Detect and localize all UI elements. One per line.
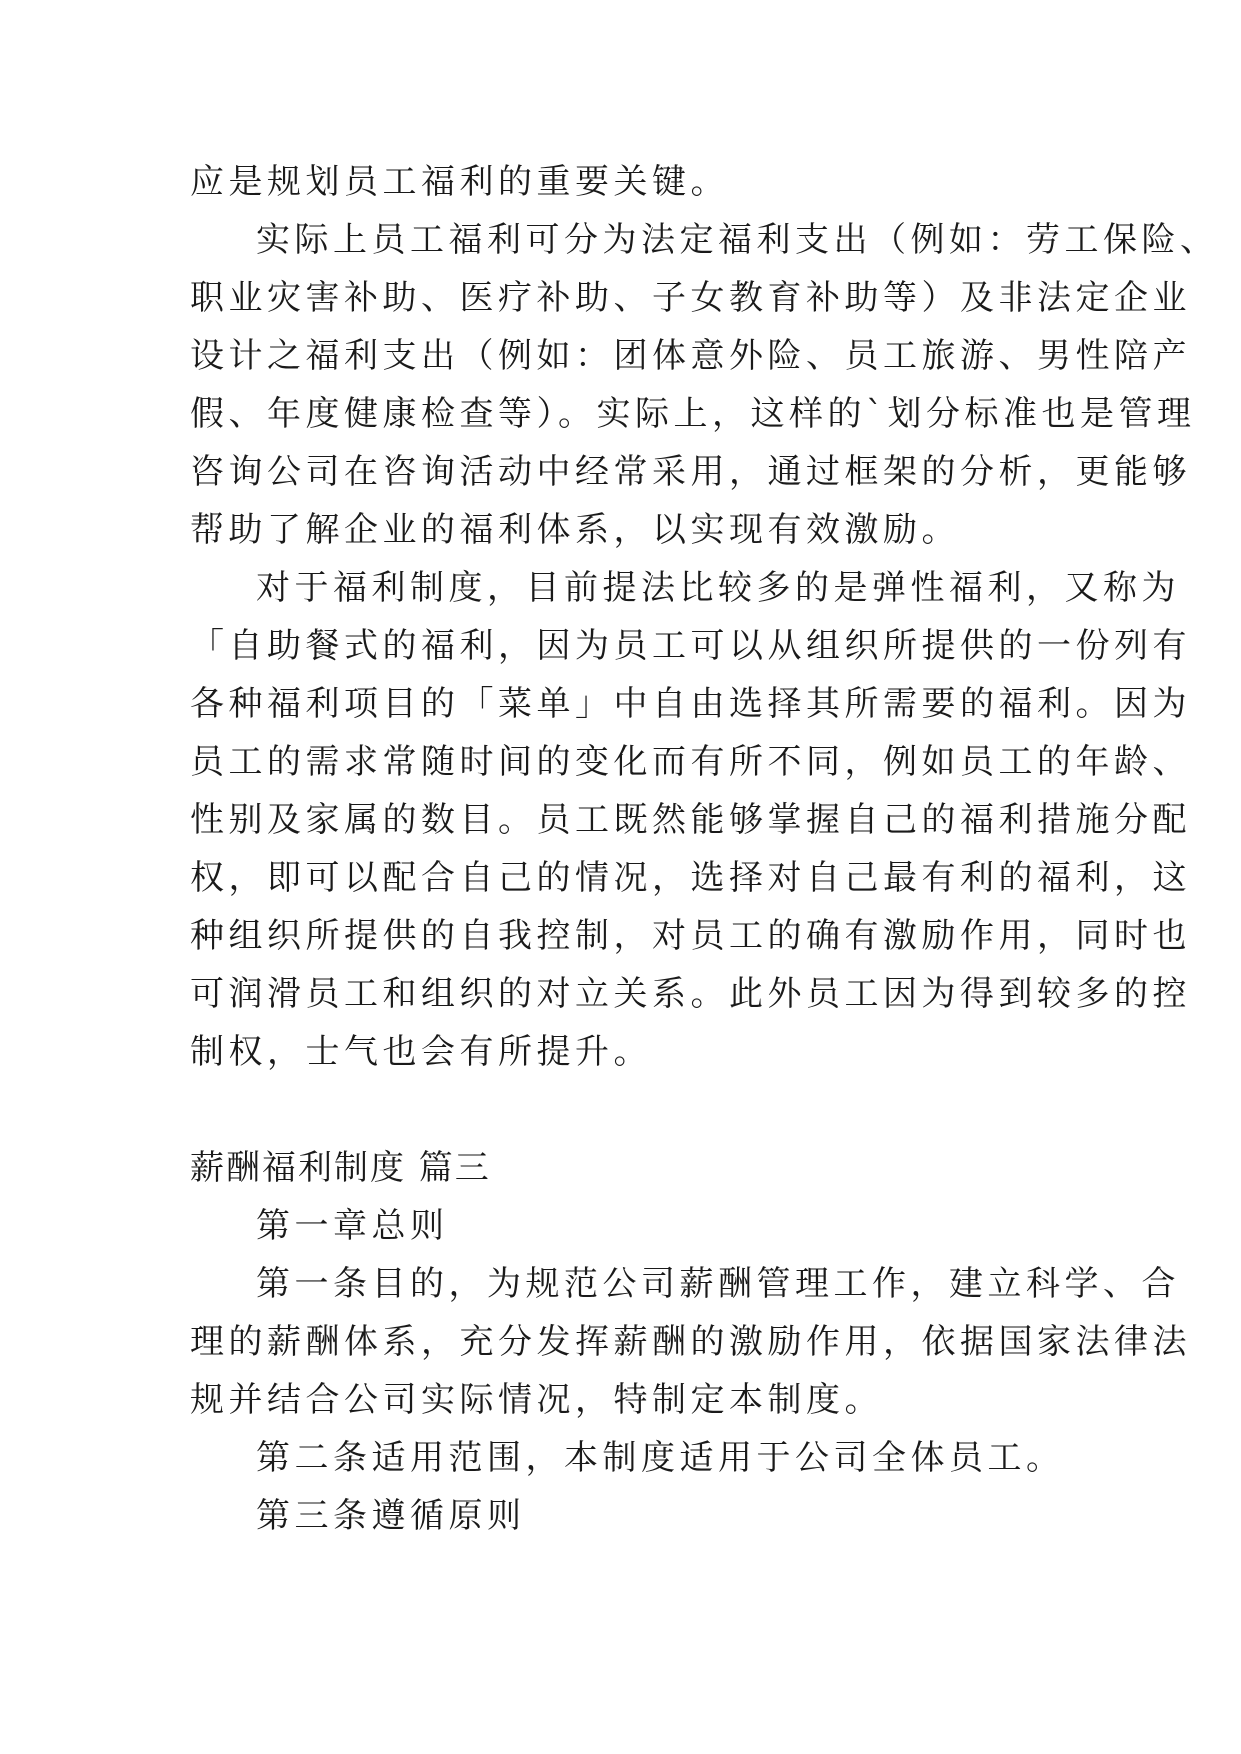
paragraph-line: 规并结合公司实际情况，特制定本制度。 xyxy=(190,1380,883,1420)
paragraph-line: 咨询公司在咨询活动中经常采用，通过框架的分析，更能够 xyxy=(190,452,1191,492)
paragraph-line: 性别及家属的数目。员工既然能够掌握自己的福利措施分配 xyxy=(190,800,1191,840)
paragraph-line: 第三条遵循原则 xyxy=(256,1496,526,1536)
section-heading: 薪酬福利制度 篇三 xyxy=(190,1148,491,1188)
paragraph-line: 实际上员工福利可分为法定福利支出（例如：劳工保险、 xyxy=(256,220,1219,260)
chapter-title: 第一章总则 xyxy=(256,1206,449,1246)
paragraph-line: 第二条适用范围，本制度适用于公司全体员工。 xyxy=(256,1438,1065,1478)
paragraph-line: 种组织所提供的自我控制，对员工的确有激励作用，同时也 xyxy=(190,916,1191,956)
paragraph-line: 设计之福利支出（例如：团体意外险、员工旅游、男性陪产 xyxy=(190,336,1191,376)
paragraph-line: 应是规划员工福利的重要关键。 xyxy=(190,162,729,202)
paragraph-line: 理的薪酬体系，充分发挥薪酬的激励作用，依据国家法律法 xyxy=(190,1322,1191,1362)
paragraph-line: 「自助餐式的福利，因为员工可以从组织所提供的一份列有 xyxy=(190,626,1191,666)
paragraph-line: 帮助了解企业的福利体系，以实现有效激励。 xyxy=(190,510,960,550)
paragraph-line: 假、年度健康检查等）。实际上，这样的`划分标准也是管理 xyxy=(190,394,1196,434)
paragraph-line: 对于福利制度，目前提法比较多的是弹性福利，又称为 xyxy=(256,568,1180,608)
paragraph-line: 各种福利项目的「菜单」中自由选择其所需要的福利。因为 xyxy=(190,684,1191,724)
paragraph-line: 员工的需求常随时间的变化而有所不同，例如员工的年龄、 xyxy=(190,742,1191,782)
paragraph-line: 制权，士气也会有所提升。 xyxy=(190,1032,652,1072)
paragraph-line: 第一条目的，为规范公司薪酬管理工作，建立科学、合 xyxy=(256,1264,1180,1304)
paragraph-line: 权，即可以配合自己的情况，选择对自己最有利的福利，这 xyxy=(190,858,1191,898)
paragraph-line: 职业灾害补助、医疗补助、子女教育补助等）及非法定企业 xyxy=(190,278,1191,318)
paragraph-line: 可润滑员工和组织的对立关系。此外员工因为得到较多的控 xyxy=(190,974,1191,1014)
